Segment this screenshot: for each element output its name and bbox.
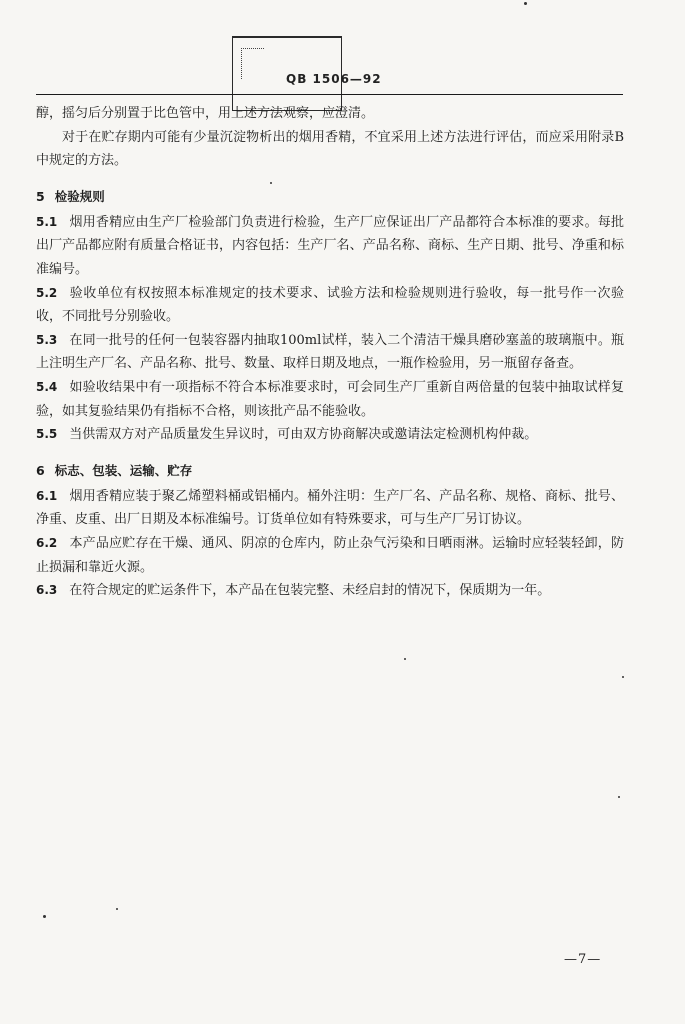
clause-5-3 [36,329,624,376]
clause-number: 5.4 [36,379,58,394]
page-number: —7— [564,952,602,967]
clause-number: 5.3 [36,332,58,347]
clause-text: 在同一批号的任何一包装容器内抽取100ml试样，装入二个清洁干燥具磨砂塞盖的玻璃瓶中。瓶上注明生产厂名、产品名称、批号、数量、取样日期及地点，一瓶作检验用，另一瓶留存备查。 [36,332,624,372]
scan-speck [622,676,624,678]
document-code: QB 1506—92 [286,72,382,86]
scan-speck [43,915,46,918]
clause-5-4 [36,376,624,423]
clause-text: 在符合规定的贮运条件下，本产品在包装完整、未经启封的情况下，保质期为一年。 [69,583,551,599]
clause-6-3 [36,579,624,603]
scan-speck [618,796,620,798]
scan-speck [524,2,527,5]
clause-6-2 [36,532,624,579]
section-title: 标志、包装、运输、贮存 [54,462,193,478]
clause-text: 本产品应贮存在干燥、通风、阴凉的仓库内，防止杂气污染和日晒雨淋。运输时应轻装轻卸，防止损漏和靠近火源。 [36,535,624,575]
clause-text: 烟用香精应由生产厂检验部门负责进行检验，生产厂应保证出厂产品都符合本标准的要求。每批出厂产品都应附有质量合格证书，内容包括：生产厂名、产品名称、商标、生产日期、批号、净重和标准编号。 [36,214,624,277]
section-title: 检验规则 [54,188,105,204]
clause-5-1 [36,211,624,282]
clause-text: 当供需双方对产品质量发生异议时，可由双方协商解决或邀请法定检测机构仲裁。 [69,427,538,443]
clause-6-1 [36,485,624,532]
document-body [36,102,624,603]
clause-number: 5.2 [36,285,58,300]
section-5-heading [36,187,624,205]
clause-text: 烟用香精应装于聚乙烯塑料桶或铝桶内。桶外注明：生产厂名、产品名称、规格、商标、批号、净重、皮重、出厂日期及本标准编号。订货单位如有特殊要求，可与生产厂另订协议。 [36,488,624,528]
clause-number: 6.3 [36,583,58,598]
note-paragraph: 对于在贮存期内可能有少量沉淀物析出的烟用香精，不宜采用上述方法进行评估，而应采用附录B中规定的方法。 [36,129,624,169]
continuation-paragraph: 醇，摇匀后分别置于比色管中，用上述方法观察，应澄清。 [36,106,375,121]
clause-number: 6.2 [36,535,58,550]
clause-text: 验收单位有权按照本标准规定的技术要求、试验方法和检验规则进行验收，每一批号作一次验收，不同批号分别验收。 [36,285,624,325]
page-header [36,62,623,96]
clause-5-5 [36,423,624,447]
scan-speck [404,658,406,660]
scan-speck [116,908,118,910]
clause-number: 6.1 [36,488,58,503]
section-6-heading [36,461,624,479]
section-number: 6 [36,462,45,478]
clause-5-2 [36,282,624,329]
scan-speck [270,182,272,184]
clause-number: 5.5 [36,427,58,442]
header-rule [36,94,623,95]
clause-text: 如验收结果中有一项指标不符合本标准要求时，可会同生产厂重新自两倍量的包装中抽取试样复验，如其复验结果仍有指标不合格，则该批产品不能验收。 [36,379,624,419]
section-number: 5 [36,188,45,204]
clause-number: 5.1 [36,214,58,229]
